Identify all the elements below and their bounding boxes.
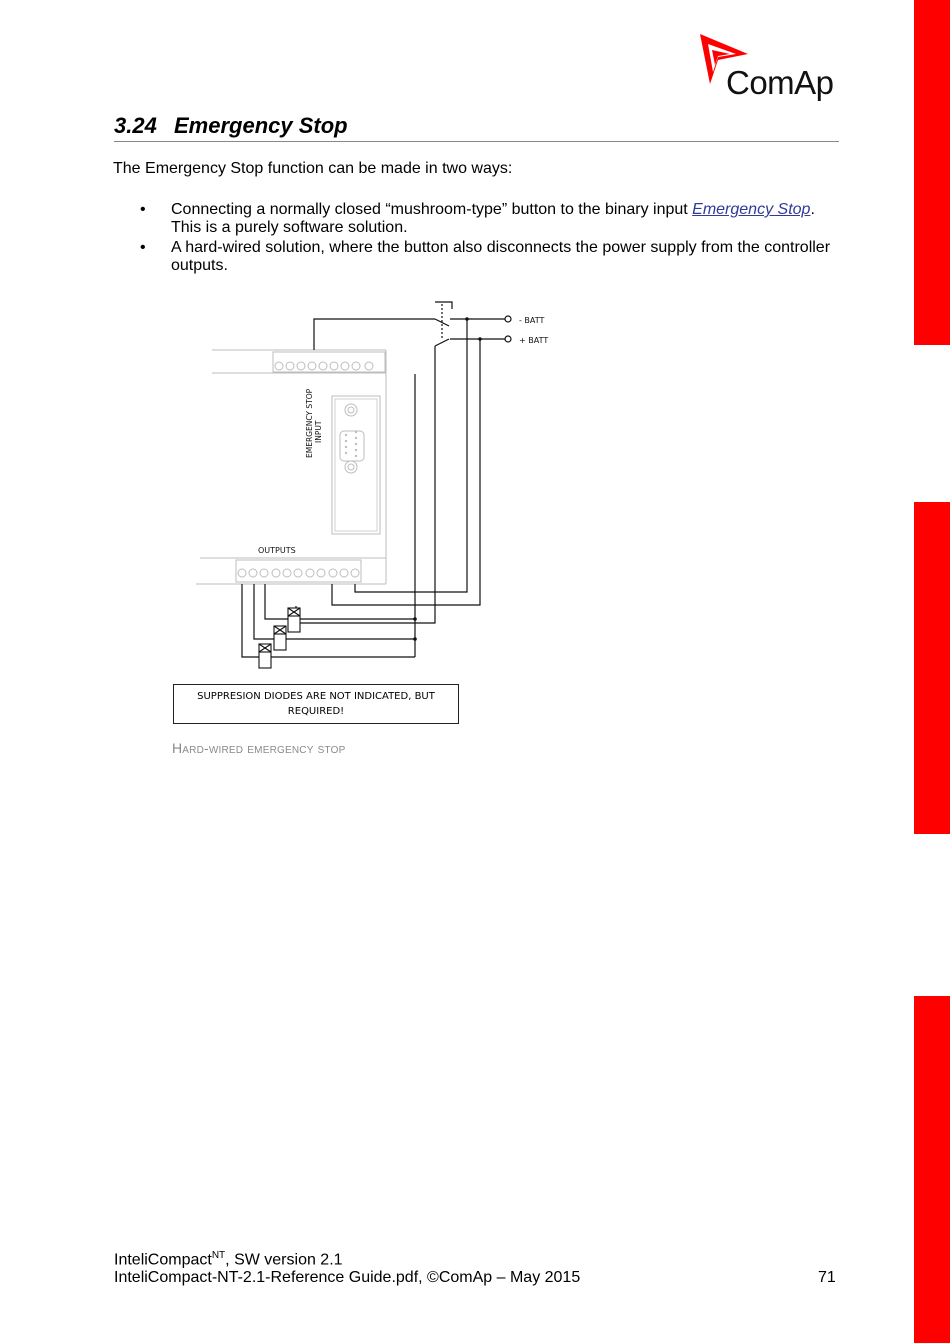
bottom-terminal-block [236,560,361,582]
battery-terminals [505,316,511,342]
page-number: 71 [818,1269,836,1286]
minus-batt-label: - BATT [519,316,545,325]
emergency-stop-link[interactable]: Emergency Stop [692,201,811,218]
side-tab-bar [914,502,950,834]
footer-document: InteliCompact-NT-2.1-Reference Guide.pdf, ©ComAp – May 2015 [114,1269,581,1286]
bullet-icon: • [140,201,146,218]
section-number: 3.24 [114,113,157,138]
footer-product-name: InteliCompact [114,1251,212,1269]
footer-product-version: , SW version 2.1 [225,1251,343,1269]
figure-caption: Hard-wired emergency stop [172,740,346,756]
list-item [140,239,840,275]
comap-logo [696,32,841,102]
bullet-text: Connecting a normally closed “mushroom-type” button to the binary input [171,201,693,218]
footer-product-sup: NT [211,1250,226,1261]
wiring-lines [242,302,508,657]
side-tab-bar [914,996,950,1343]
bullet-text: . This is a purely software solution. [171,201,815,236]
section-heading [114,113,839,142]
wiring-diagram [170,296,570,691]
plus-batt-label: + BATT [519,336,549,345]
section-title: Emergency Stop [174,113,348,138]
emergency-stop-input-label-line1: EMERGENCY STOP [305,388,314,458]
bullet-text: A hard-wired solution, where the button also disconnects the power supply from the controller outputs. [171,239,831,274]
footer-product [114,1250,343,1269]
connector-pins [345,431,357,457]
top-terminal-block [273,352,385,372]
emergency-stop-input-label-line2: INPUT [314,420,323,443]
side-tab-bar [914,0,950,345]
bullet-icon: • [140,239,146,256]
logo-text: ComAp [726,64,834,101]
outputs-label: OUTPUTS [258,546,296,555]
suppression-note: SUPPRESION DIODES ARE NOT INDICATED, BUT REQUIRED! [173,684,459,724]
emergency-stop-input-label [305,388,323,458]
intro-paragraph: The Emergency Stop function can be made in two ways: [113,160,513,177]
wiring-diagram-svg [170,296,570,686]
list-item [140,201,840,237]
bullet-list [140,201,840,275]
